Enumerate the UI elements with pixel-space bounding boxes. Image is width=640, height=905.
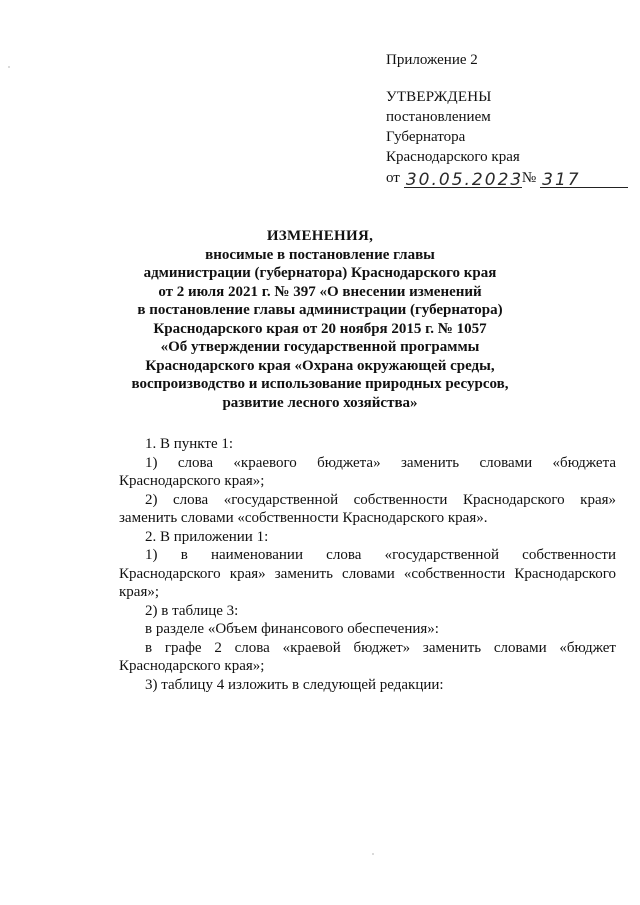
paragraph-2: 1) слова «краевого бюджета» заменить словами «бюджета Краснодарского края»;	[119, 454, 616, 489]
title-line: администрации (губернатора) Краснодарского края	[143, 265, 497, 281]
document-title	[120, 227, 520, 412]
date-handwritten: 30.05.2023	[405, 170, 524, 190]
title-line: вносимые в постановление главы	[205, 246, 435, 263]
title-line: развитие лесного хозяйства»	[222, 394, 418, 411]
approval-date-line	[386, 167, 626, 188]
paragraph-1: 1. В пункте 1:	[145, 436, 234, 452]
date-prefix: от	[386, 170, 400, 186]
paragraph-8: в графе 2 слова «краевой бюджет» заменить словами «бюджет Краснодарского края»;	[119, 639, 616, 674]
approval-line-2: Губернатора	[386, 129, 466, 145]
annex-label: Приложение 2	[386, 52, 478, 68]
title-line: Краснодарского края от 20 ноября 2015 г. № 1057	[153, 320, 487, 337]
title-heading: ИЗМЕНЕНИЯ,	[266, 228, 374, 244]
number-handwritten: 317	[542, 170, 581, 190]
title-line: Краснодарского края «Охрана окружающей среды,	[145, 357, 495, 374]
date-field	[404, 167, 522, 188]
number-prefix: №	[521, 170, 537, 186]
scan-speck	[8, 66, 10, 68]
title-line: от 2 июля 2021 г. № 397 «О внесении изменений	[158, 283, 482, 300]
paragraph-9: 3) таблицу 4 изложить в следующей редакции:	[145, 676, 444, 693]
approved-label: УТВЕРЖДЕНЫ	[386, 89, 492, 105]
approval-block	[386, 50, 626, 188]
title-line: «Об утверждении государственной программы	[160, 339, 480, 355]
approval-line-3: Краснодарского края	[386, 149, 520, 165]
scan-speck	[372, 853, 374, 855]
document-body	[119, 435, 616, 694]
paragraph-3: 2) слова «государственной собственности Краснодарского края» заменить словами «собственности Краснодарского края».	[119, 491, 616, 526]
number-field	[540, 167, 628, 188]
paragraph-6: 2) в таблице 3:	[145, 602, 239, 619]
approval-line-1: постановлением	[386, 109, 491, 125]
title-line: в постановление главы администрации (губернатора)	[137, 302, 503, 318]
paragraph-5: 1) в наименовании слова «государственной собственности Краснодарского края» заменить словами «собственности Краснодарского края»;	[119, 547, 616, 600]
paragraph-7: в разделе «Объем финансового обеспечения»:	[145, 621, 439, 637]
paragraph-4: 2. В приложении 1:	[145, 528, 269, 545]
title-line: воспроизводство и использование природных ресурсов,	[131, 376, 509, 392]
